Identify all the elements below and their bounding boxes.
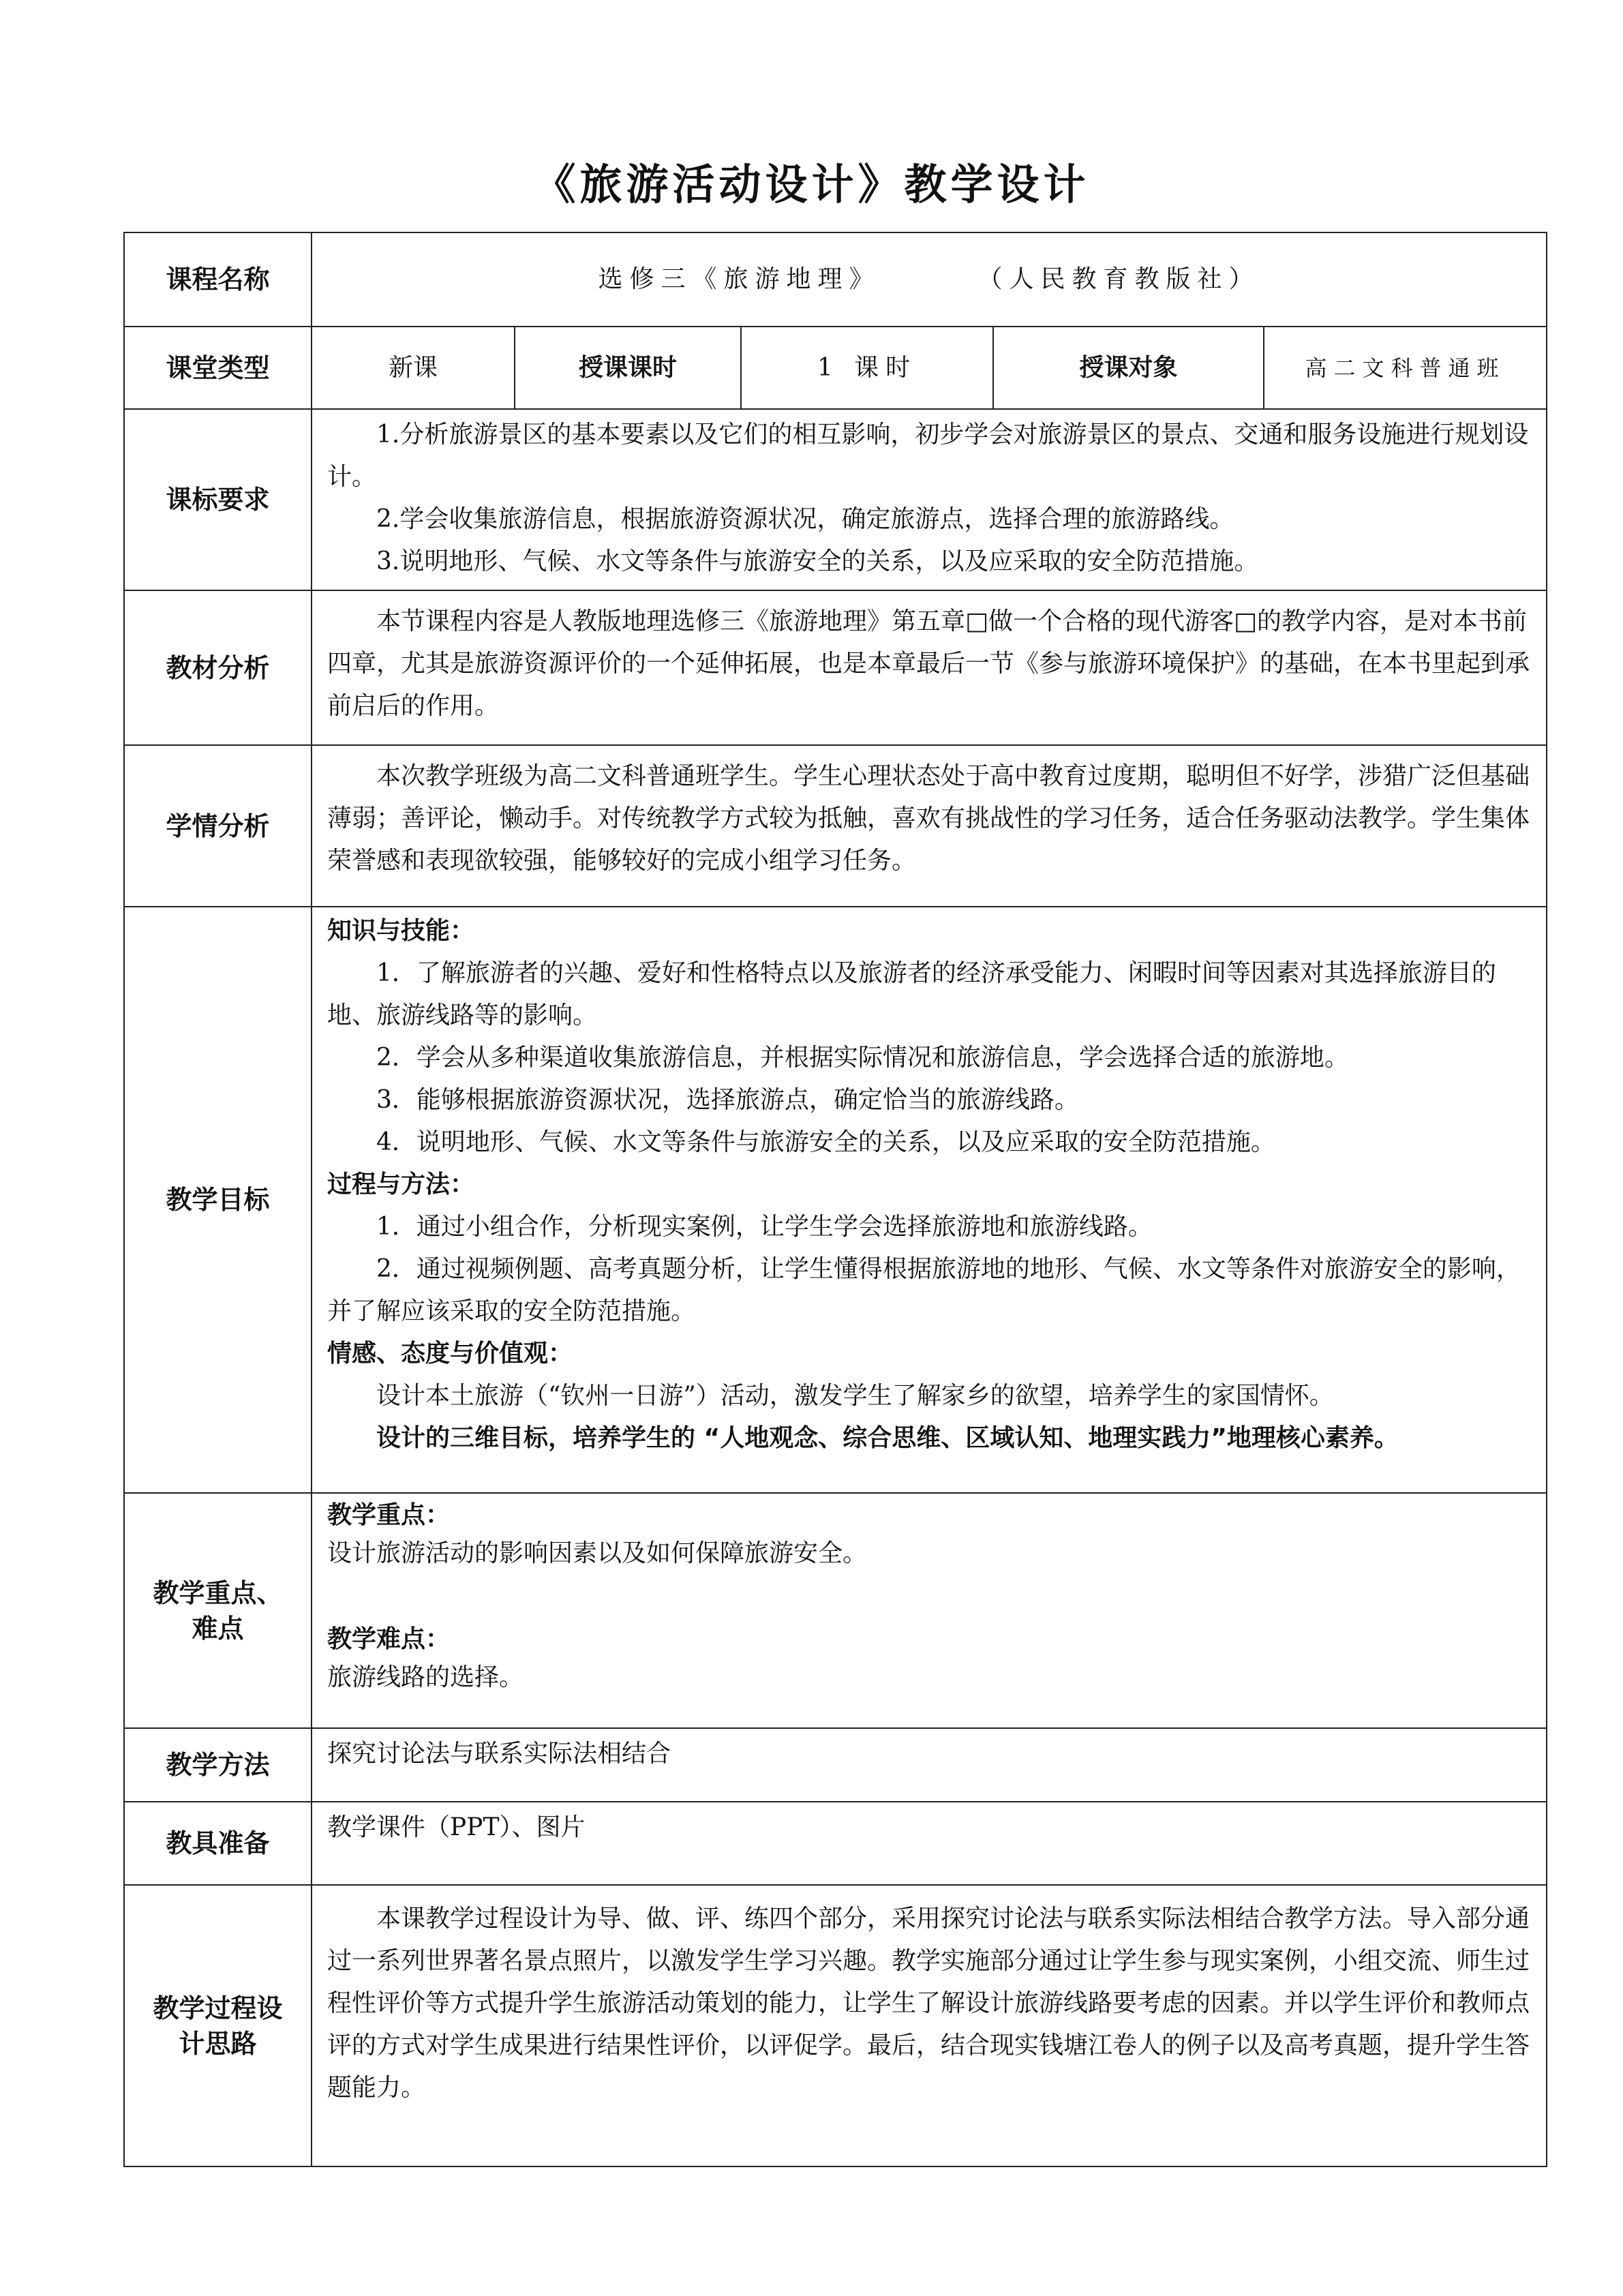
knowledge-item: 1．了解旅游者的兴趣、爱好和性格特点以及旅游者的经济承受能力、闲暇时间等因素对其选择旅游目的地、旅游线路等的影响。 [327,959,1496,1029]
objectives-summary: 设计的三维目标，培养学生的 “人地观念、综合思维、区域认知、地理实践力”地理核心素养。 [376,1424,1399,1452]
key-points-cell [312,1493,1547,1728]
row-textbook [124,590,1547,745]
row-students [124,745,1547,907]
key-text: 设计旅游活动的影响因素以及如何保障旅游安全。 [327,1539,868,1567]
values-heading: 情感、态度与价值观： [327,1340,573,1368]
course-value: 选修三《旅游地理》 [598,265,881,293]
target-value [1264,327,1547,409]
standards-cell [312,409,1547,590]
target-label: 授课对象 [993,327,1264,409]
process-heading: 过程与方法： [327,1170,475,1198]
row-class-type [124,327,1547,409]
standard-item: 2.学会收集旅游信息，根据旅游资源状况，确定旅游点，选择合理的旅游路线。 [376,505,1234,533]
row-objectives [124,907,1547,1493]
methods-text: 探究讨论法与联系实际法相结合 [327,1740,671,1768]
standards-label: 课标要求 [124,409,312,590]
standard-item: 1.分析旅游景区的基本要素以及它们的相互影响，初步学会对旅游景区的景点、交通和服务设施进行规划设计。 [327,421,1529,491]
standard-item: 3.说明地形、气候、水文等条件与旅游安全的关系，以及应采取的安全防范措施。 [376,547,1259,575]
course-publisher: （人民教育教版社） [977,265,1260,293]
students-text: 本次教学班级为高二文科普通班学生。学生心理状态处于高中教育过度期，聪明但不好学，涉猎广泛但基础薄弱；善评论，懒动手。对传统教学方式较为抵触，喜欢有挑战性的学习任务，适合任务驱动法教学。学生集体荣誉感和表现欲较强，能够较好的完成小组学习任务。 [327,762,1530,875]
students-cell [312,745,1547,907]
key-points-label: 教学重点、难点 [124,1493,312,1728]
materials-cell [312,1802,1547,1885]
process-item: 2．通过视频例题、高考真题分析，让学生懂得根据旅游地的地形、气候、水文等条件对旅游安全的影响，并了解应该采取的安全防范措施。 [327,1255,1521,1325]
knowledge-item: 4．说明地形、气候、水文等条件与旅游安全的关系，以及应采取的安全防范措施。 [376,1128,1275,1156]
values-text: 设计本土旅游（“钦州一日游”）活动，激发学生了解家乡的欲望，培养学生的家国情怀。 [376,1382,1334,1410]
course-label: 课程名称 [124,232,312,327]
hours-value [741,327,993,409]
knowledge-heading: 知识与技能： [327,917,475,945]
difficult-text: 旅游线路的选择。 [327,1663,524,1691]
process-design-cell [312,1885,1547,2166]
methods-label: 教学方法 [124,1728,312,1802]
textbook-text: 本节课程内容是人教版地理选修三《旅游地理》第五章□做一个合格的现代游客□的教学内容，是对本书前四章，尤其是旅游资源评价的一个延伸拓展，也是本章最后一节《参与旅游环境保护》的基础，在本书里起到承前启后的作用。 [327,607,1530,720]
difficult-heading: 教学难点： [327,1625,451,1653]
objectives-cell [312,907,1547,1493]
row-course [124,232,1547,327]
document-title: 《旅游活动设计》教学设计 [533,160,1090,209]
course-value-cell [312,232,1547,327]
lesson-plan-table [123,232,1547,2167]
process-item: 1．通过小组合作，分析现实案例，让学生学会选择旅游地和旅游线路。 [376,1213,1153,1241]
hours-value-text: 1 课时 [817,353,917,382]
knowledge-item: 2．学会从多种渠道收集旅游信息，并根据实际情况和旅游信息，学会选择合适的旅游地。 [376,1044,1349,1072]
row-key-points [124,1493,1547,1728]
process-design-text: 本课教学过程设计为导、做、评、练四个部分，采用探究讨论法与联系实际法相结合教学方法。导入部分通过一系列世界著名景点照片，以激发学生学习兴趣。教学实施部分通过让学生参与现实案例，小组交流、师生过程性评价等方式提升学生旅游活动策划的能力，让学生了解设计旅游线路要考虑的因素。并以学生评价和教师点评的方式对学生成果进行结果性评价，以评促学。最后，结合现实钱塘江卷人的例子以及高考真题，提升学生答题能力。 [327,1905,1530,2102]
objectives-label: 教学目标 [124,907,312,1493]
row-methods [124,1728,1547,1802]
row-process-design [124,1885,1547,2166]
materials-text: 教学课件（PPT）、图片 [327,1813,586,1841]
process-design-label: 教学过程设计思路 [124,1885,312,2166]
textbook-cell [312,590,1547,745]
hours-label: 授课课时 [515,327,741,409]
methods-cell [312,1728,1547,1802]
knowledge-item: 3．能够根据旅游资源状况，选择旅游点，确定恰当的旅游线路。 [376,1086,1079,1114]
class-type-value: 新课 [312,327,515,409]
target-value-text: 高二文科普通班 [1305,354,1506,381]
materials-label: 教具准备 [124,1802,312,1885]
key-heading: 教学重点： [327,1501,451,1529]
textbook-label: 教材分析 [124,590,312,745]
class-type-label: 课堂类型 [124,327,312,409]
row-standards [124,409,1547,590]
students-label: 学情分析 [124,745,312,907]
row-materials [124,1802,1547,1885]
